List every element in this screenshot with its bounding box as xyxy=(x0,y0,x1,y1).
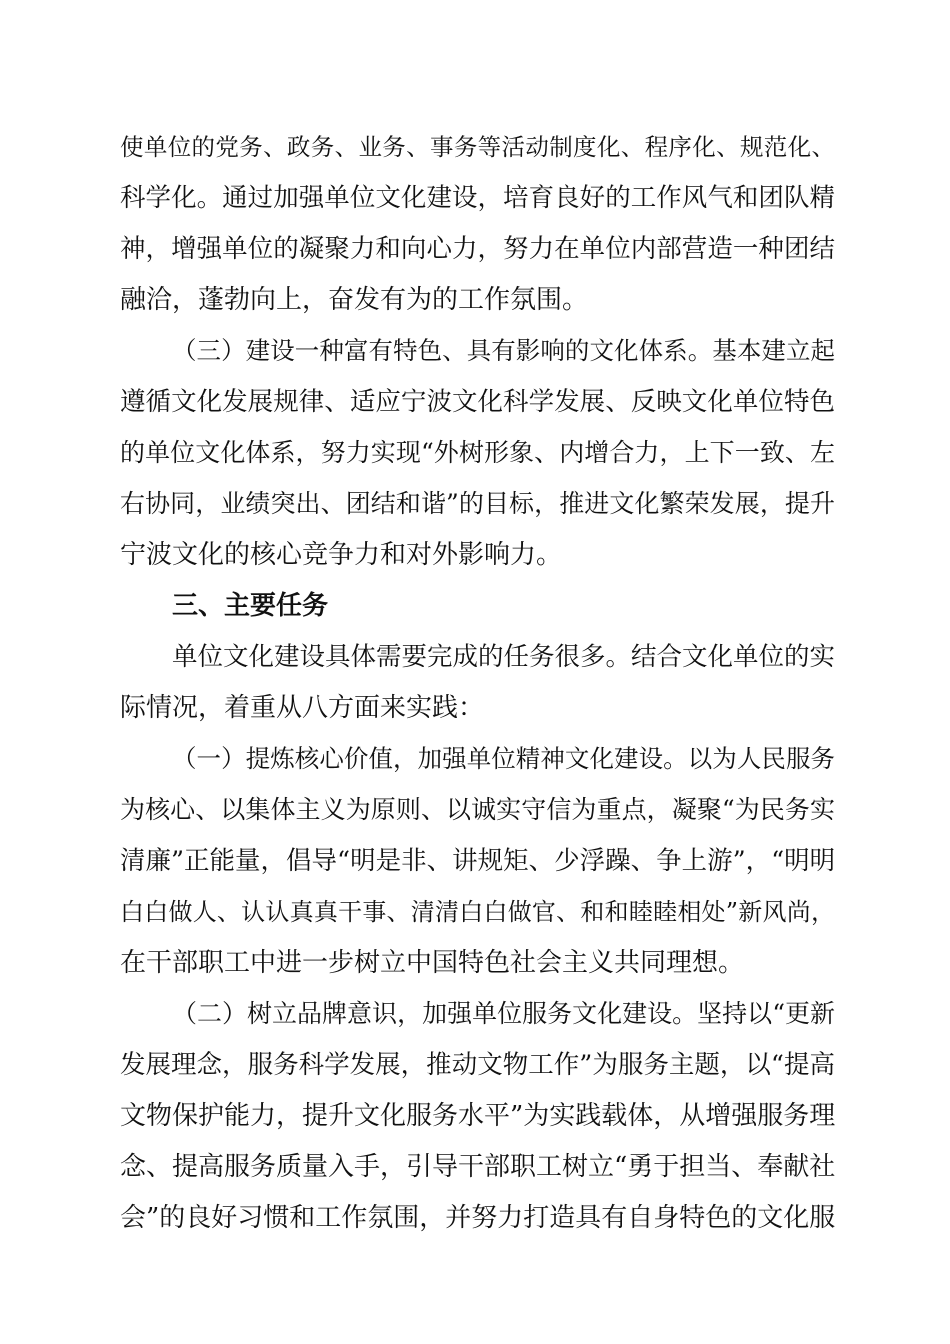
text-line: 单位文化建设具体需要完成的任务很多。结合文化单位的实 xyxy=(172,642,836,672)
text-line: 右协同，业绩突出、团结和谐”的目标，推进文化繁荣发展，提升 xyxy=(120,489,835,518)
text-line: 文物保护能力，提升文化服务水平”为实践载体，从增强服务理 xyxy=(120,1101,836,1131)
text-line: 念、提高服务质量入手，引导干部职工树立“勇于担当、奉献社 xyxy=(120,1152,836,1182)
text-line: （一）提炼核心价值，加强单位精神文化建设。以为人民服务 xyxy=(172,744,835,773)
text-line: 使单位的党务、政务、业务、事务等活动制度化、程序化、规范化、 xyxy=(120,133,835,161)
section-heading: 三、主要任务 xyxy=(172,591,329,621)
text-line: 科学化。通过加强单位文化建设，培育良好的工作风气和团队精 xyxy=(120,183,835,213)
text-line: 宁波文化的核心竞争力和对外影响力。 xyxy=(120,540,563,570)
text-line: 际情况，着重从八方面来实践： xyxy=(120,693,485,723)
text-line: 神，增强单位的凝聚力和向心力，努力在单位内部营造一种团结 xyxy=(120,234,835,264)
text-line: 发展理念，服务科学发展，推动文物工作”为服务主题，以“提高 xyxy=(120,1050,835,1080)
text-line: 在干部职工中进一步树立中国特色社会主义共同理想。 xyxy=(120,948,745,978)
text-line: 融洽，蓬勃向上，奋发有为的工作氛围。 xyxy=(120,285,589,315)
text-line: 清廉”正能量，倡导“明是非、讲规矩、少浮躁、争上游”，“明明 xyxy=(120,846,836,876)
text-line: 的单位文化体系，努力实现“外树形象、内增合力，上下一致、左 xyxy=(120,438,835,467)
text-line: 遵循文化发展规律、适应宁波文化科学发展、反映文化单位特色 xyxy=(120,387,835,417)
text-line: 会”的良好习惯和工作氛围，并努力打造具有自身特色的文化服 xyxy=(120,1203,836,1233)
text-line: 为核心、以集体主义为原则、以诚实守信为重点，凝聚“为民务实 xyxy=(120,795,835,824)
text-line: （三）建设一种富有特色、具有影响的文化体系。基本建立起 xyxy=(172,336,835,365)
text-line: （二）树立品牌意识，加强单位服务文化建设。坚持以“更新 xyxy=(172,999,835,1028)
text-line: 白白做人、认认真真干事、清清白白做官、和和睦睦相处”新风尚， xyxy=(120,898,835,926)
